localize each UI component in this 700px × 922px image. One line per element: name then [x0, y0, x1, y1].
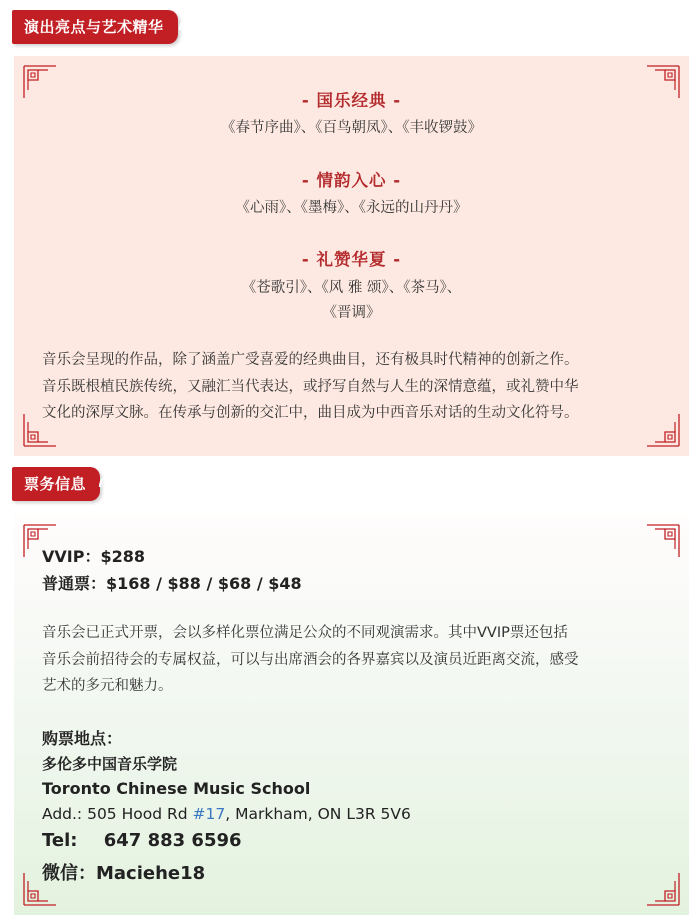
works-line: 《晋调》: [322, 305, 381, 321]
tickets-paragraph: [42, 620, 672, 700]
tickets-panel: [14, 515, 689, 915]
venue-chinese-name: 多伦多中国音乐学院: [42, 755, 178, 773]
paragraph-line: 艺术的多元和魅力。: [42, 678, 173, 694]
venue-english-name: Toronto Chinese Music School: [42, 779, 311, 798]
venue-address: [42, 805, 411, 823]
section-tag-highlights: [12, 10, 178, 44]
wechat-id: 微信：Maciehe18: [42, 863, 206, 884]
highlights-paragraph: [42, 347, 672, 427]
highlights-panel: [14, 56, 689, 456]
category-title: - 国乐经典 -: [301, 91, 402, 110]
paragraph-line: 文化的深厚文脉。在传承与创新的交汇中，曲目成为中西音乐对话的生动文化符号。: [42, 405, 579, 421]
corner-ornament-icon: [645, 523, 681, 559]
category-title: - 礼赞华夏 -: [301, 250, 402, 269]
cloud-ornament-icon: [178, 14, 214, 40]
paragraph-line: 音乐会已正式开票，会以多样化票位满足公众的不同观演需求。其中VVIP票还包括: [42, 625, 568, 641]
address-text: Add.: 505 Hood Rd: [42, 805, 193, 823]
section-tag-label: 演出亮点与艺术精华: [24, 18, 164, 36]
category-title: - 情韵入心 -: [301, 171, 402, 190]
telephone: [42, 830, 242, 851]
tel-value[interactable]: 647 883 6596: [103, 830, 242, 851]
address-link[interactable]: #17: [192, 805, 226, 823]
vvip-price: VVIP：$288: [42, 547, 145, 566]
address-text: , Markham, ON L3R 5V6: [225, 805, 411, 823]
cloud-ornament-icon: [98, 471, 134, 497]
paragraph-line: 音乐既根植民族传统，又融汇当代表达，或抒写自然与人生的深情意蕴，或礼赞中华: [42, 378, 579, 395]
paragraph-line: 音乐会前招待会的专属权益，可以与出席酒会的各界嘉宾以及演员近距离交流，感受: [42, 651, 579, 668]
section-tag-tickets: [12, 467, 100, 501]
regular-price: 普通票：$168 / $88 / $68 / $48: [42, 574, 302, 593]
works-line: 《苍歌引》、《风 雅 颂》、《茶马》、: [241, 280, 462, 296]
corner-ornament-icon: [645, 871, 681, 907]
paragraph-line: 音乐会呈现的作品，除了涵盖广受喜爱的经典曲目，还有极具时代精神的创新之作。: [42, 352, 579, 368]
section-tag-label: 票务信息: [24, 475, 87, 493]
works-line: 《春节序曲》、《百鸟朝凤》、《丰收锣鼓》: [221, 120, 482, 136]
tel-label: Tel:: [42, 830, 78, 851]
venue-heading: 购票地点：: [42, 729, 123, 748]
works-line: 《心雨》、《墨梅》、《永远的山丹丹》: [235, 200, 468, 216]
